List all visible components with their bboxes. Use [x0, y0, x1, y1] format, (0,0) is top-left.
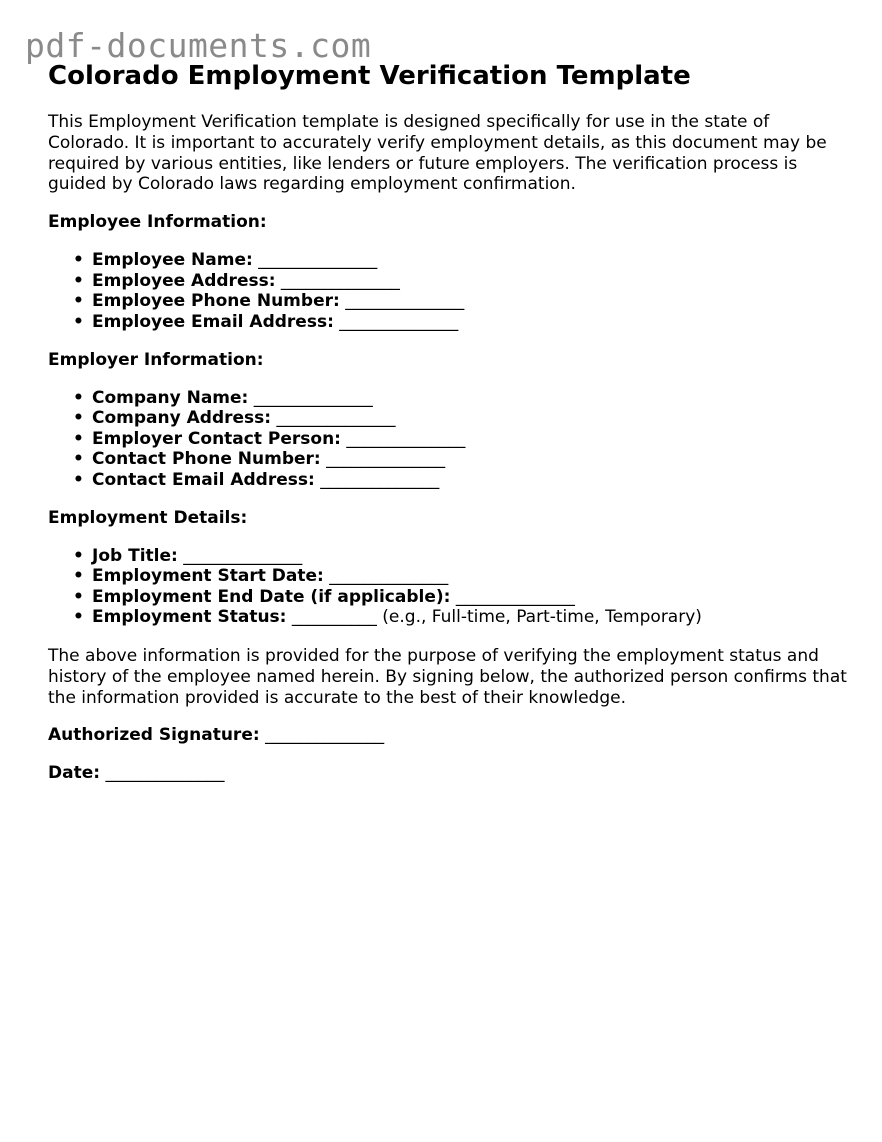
fill-in-blank[interactable]: ______________ [455, 586, 575, 607]
fill-in-blank[interactable]: ______________ [280, 270, 400, 291]
employer-section-heading: Employer Information: [48, 349, 264, 370]
field-employee-address [48, 271, 848, 292]
fill-in-blank[interactable]: ______________ [258, 250, 378, 271]
field-employment-start-date [48, 566, 848, 587]
bullet-icon: • [73, 311, 84, 332]
fill-in-blank[interactable]: ______________ [320, 469, 440, 490]
field-employment-end-date [48, 587, 848, 608]
fill-in-blank[interactable]: __________ [291, 607, 377, 628]
authorized-signature-line [48, 725, 848, 746]
field-employee-name [48, 250, 848, 271]
bullet-icon: • [73, 469, 84, 490]
fill-in-blank[interactable]: ______________ [339, 311, 459, 332]
fill-in-blank[interactable]: ______________ [329, 566, 449, 587]
bullet-icon: • [73, 250, 84, 271]
employer-field-list [48, 388, 848, 491]
field-label: Job Title: [92, 545, 178, 566]
field-employment-status [48, 607, 848, 628]
field-company-name [48, 388, 848, 409]
field-job-title [48, 546, 848, 567]
bullet-icon: • [73, 586, 84, 607]
field-label: Company Name: [92, 387, 249, 408]
field-label: Employer Contact Person: [92, 428, 341, 449]
bullet-icon: • [73, 449, 84, 470]
field-employee-phone [48, 291, 848, 312]
date-line [48, 763, 848, 784]
fill-in-blank[interactable]: ______________ [183, 545, 303, 566]
intro-paragraph: This Employment Verification template is designed specifically for use in the state of Colorado. It is important to accurately verify employment details, as this document may be required by various entities, like lenders or future employers. The verification process is guided by Colorado laws regarding employment confirmation. [48, 112, 827, 195]
field-label: Company Address: [92, 408, 272, 429]
date-blank[interactable]: ______________ [105, 763, 225, 784]
field-label: Employee Name: [92, 250, 253, 271]
field-employer-contact-person [48, 429, 848, 450]
closing-paragraph: The above information is provided for the purpose of verifying the employment status and history of the employee named herein. By signing below, the authorized person confirms that the information provided is accurate to the best of their knowledge. [48, 645, 847, 708]
document-title: Colorado Employment Verification Template [48, 61, 691, 91]
field-contact-phone [48, 449, 848, 470]
bullet-icon: • [73, 270, 84, 291]
employment-field-list [48, 546, 848, 628]
field-employee-email [48, 312, 848, 333]
employee-section-heading: Employee Information: [48, 212, 267, 233]
status-examples-note: (e.g., Full-time, Part-time, Temporary) [382, 607, 702, 628]
document-page [48, 58, 848, 784]
field-label: Contact Email Address: [92, 469, 315, 490]
field-label: Employment End Date (if applicable): [92, 586, 451, 607]
employment-section-heading: Employment Details: [48, 507, 248, 528]
bullet-icon: • [73, 566, 84, 587]
field-label: Employment Status: [92, 607, 287, 628]
bullet-icon: • [73, 291, 84, 312]
field-label: Employee Phone Number: [92, 291, 340, 312]
bullet-icon: • [73, 387, 84, 408]
field-label: Employee Address: [92, 270, 276, 291]
fill-in-blank[interactable]: ______________ [276, 408, 396, 429]
bullet-icon: • [73, 545, 84, 566]
bullet-icon: • [73, 428, 84, 449]
watermark: pdf-documents.com [25, 26, 372, 65]
field-label: Employee Email Address: [92, 311, 334, 332]
field-company-address [48, 408, 848, 429]
bullet-icon: • [73, 607, 84, 628]
fill-in-blank[interactable]: ______________ [326, 449, 446, 470]
fill-in-blank[interactable]: ______________ [346, 428, 466, 449]
signature-blank[interactable]: ______________ [265, 725, 385, 746]
bullet-icon: • [73, 408, 84, 429]
field-label: Contact Phone Number: [92, 449, 321, 470]
field-label: Employment Start Date: [92, 566, 324, 587]
fill-in-blank[interactable]: ______________ [253, 387, 373, 408]
field-contact-email [48, 470, 848, 491]
fill-in-blank[interactable]: ______________ [345, 291, 465, 312]
signature-label: Authorized Signature: [48, 725, 260, 746]
date-label: Date: [48, 763, 101, 784]
employee-field-list [48, 250, 848, 332]
